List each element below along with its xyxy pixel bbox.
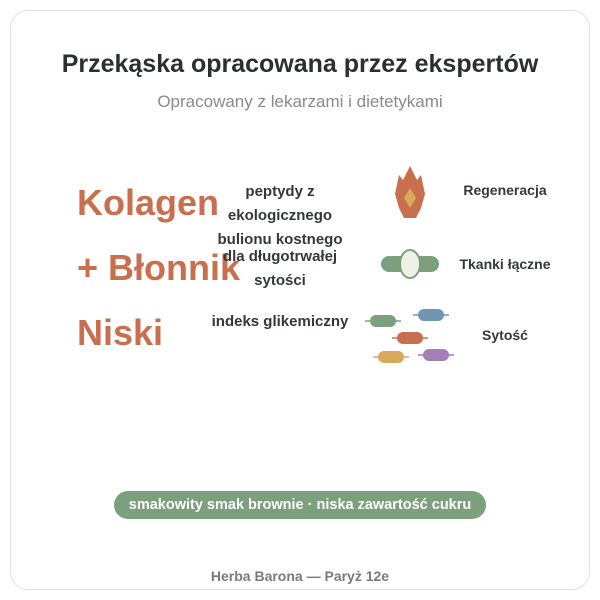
feature-label-satiety: Sytość — [482, 327, 528, 343]
detail-line: ekologicznego — [227, 207, 333, 224]
headline-low: Niski — [77, 312, 164, 353]
detail-line: indeks glikemiczny — [211, 313, 349, 330]
flame-icon — [392, 164, 428, 220]
capsule-green — [365, 315, 401, 327]
info-card — [10, 10, 590, 590]
detail-line: peptydy z — [245, 183, 315, 200]
capsule-icon — [378, 248, 442, 280]
detail-collagen — [200, 180, 360, 252]
taste-badge: smakowity smak brownie · niska zawartość cukru — [114, 491, 486, 519]
detail-fiber — [200, 245, 360, 293]
capsule-orange — [392, 332, 428, 344]
feature-label-regeneration: Regeneracja — [463, 182, 547, 198]
capsule-blue — [413, 309, 449, 321]
detail-line: sytości — [254, 272, 306, 289]
detail-line: dla długotrwałej — [222, 248, 338, 265]
headline-fiber: + Błonnik — [77, 247, 241, 288]
feature-label-connective-tissue: Tkanki łączne — [459, 256, 551, 272]
capsule-purple — [418, 349, 454, 361]
card-subtitle: Opracowany z lekarzami i dietetykami — [157, 92, 443, 111]
brand-footer: Herba Barona — Paryż 12e — [210, 568, 390, 584]
detail-line: bulionu kostnego — [217, 231, 343, 248]
headline-collagen: Kolagen — [77, 182, 220, 223]
capsule-gold — [373, 351, 409, 363]
detail-glycemic — [200, 310, 360, 334]
card-title: Przekąska opracowana przez ekspertów — [61, 50, 539, 78]
